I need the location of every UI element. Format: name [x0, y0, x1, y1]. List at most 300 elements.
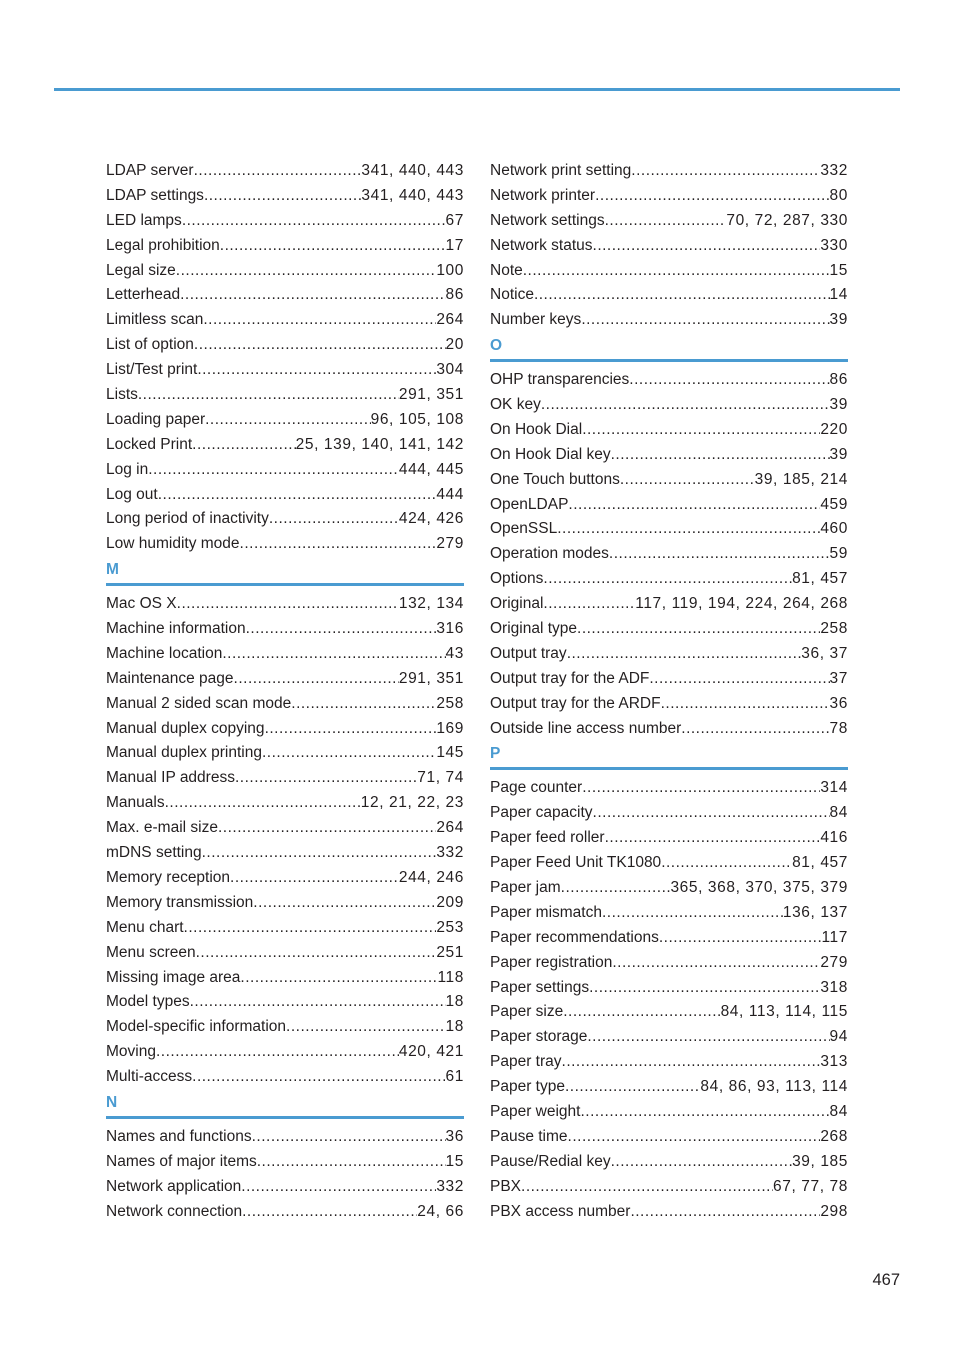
index-term: Log out: [106, 485, 158, 503]
dot-leader: [262, 741, 436, 766]
index-entry-paper-capacity: [490, 801, 848, 826]
dot-leader: [587, 1025, 829, 1050]
index-term: Limitless scan: [106, 311, 204, 329]
index-term: Legal prohibition: [106, 236, 220, 254]
index-entry-menu-chart: [106, 916, 464, 941]
section-rule: [490, 359, 848, 362]
index-entry-locked-print: [106, 433, 464, 458]
index-page-refs: 330: [820, 236, 848, 254]
index-page-refs: 25, 139, 140, 141, 142: [295, 435, 464, 453]
index-page-refs: 84, 113, 114, 115: [720, 1003, 848, 1021]
dot-leader: [246, 617, 437, 642]
index-term: Output tray: [490, 644, 567, 662]
dot-leader: [681, 717, 829, 742]
dot-leader: [595, 184, 829, 209]
index-term: Original: [490, 595, 544, 613]
index-entry-paper-type: [490, 1075, 848, 1100]
index-term: Legal size: [106, 261, 176, 279]
index-entry-paper-feed-roller: [490, 826, 848, 851]
index-entry-list-of-option: [106, 333, 464, 358]
index-page-refs: 15: [445, 1152, 464, 1170]
dot-leader: [148, 458, 399, 483]
index-entry-network-print-setting: [490, 159, 848, 184]
index-page-refs: 61: [445, 1068, 464, 1086]
index-entry-memory-reception: [106, 866, 464, 891]
dot-leader: [265, 717, 437, 742]
index-entry-pause-redial-key: [490, 1150, 848, 1175]
index-column-right: [490, 159, 848, 1224]
dot-leader: [192, 433, 295, 458]
index-page-refs: 132, 134: [398, 595, 464, 613]
index-term: Page counter: [490, 779, 583, 797]
index-term: Menu chart: [106, 918, 184, 936]
dot-leader: [629, 368, 829, 393]
index-entry-network-connection: [106, 1200, 464, 1225]
index-page-refs: 71, 74: [417, 769, 464, 787]
index-entry-paper-registration: [490, 951, 848, 976]
index-page-refs: 136, 137: [782, 903, 848, 921]
dot-leader: [631, 159, 820, 184]
index-page-refs: 96, 105, 108: [370, 410, 464, 428]
index-entry-original-type: [490, 617, 848, 642]
index-entry-ok-key: [490, 393, 848, 418]
index-term: Loading paper: [106, 410, 206, 428]
section-letter: O: [490, 337, 503, 355]
index-term: Paper settings: [490, 978, 590, 996]
index-entry-machine-location: [106, 642, 464, 667]
index-page-refs: 20: [445, 336, 464, 354]
index-term: Network connection: [106, 1202, 243, 1220]
index-term: Network print setting: [490, 162, 632, 179]
index-page-refs: 70, 72, 287, 330: [726, 211, 848, 229]
dot-leader: [242, 1200, 417, 1225]
index-page-refs: 59: [829, 545, 848, 563]
index-page-refs: 81, 457: [792, 854, 848, 872]
index-page-refs: 318: [820, 978, 848, 996]
dot-leader: [196, 941, 437, 966]
dot-leader: [661, 692, 830, 717]
section-letter: M: [106, 561, 119, 579]
index-entry-names-of-major-items: [106, 1150, 464, 1175]
dot-leader: [568, 493, 820, 518]
dot-leader: [222, 642, 445, 667]
index-page-refs: 84, 86, 93, 113, 114: [700, 1078, 848, 1096]
index-page-refs: 253: [436, 918, 464, 936]
dot-leader: [240, 966, 437, 991]
index-term: Names and functions: [106, 1127, 252, 1145]
index-page-refs: 416: [820, 829, 848, 847]
header-rule: [54, 88, 900, 91]
index-page-refs: 420, 421: [398, 1043, 464, 1061]
index-term: Lists: [106, 386, 138, 404]
index-entry-paper-tray: [490, 1050, 848, 1075]
index-entry-moving: [106, 1040, 464, 1065]
dot-leader: [580, 1100, 829, 1125]
index-term: Output tray for the ARDF: [490, 694, 661, 712]
index-page-refs: 291, 351: [398, 386, 464, 404]
index-term: Manual IP address: [106, 769, 235, 787]
index-term: Paper storage: [490, 1028, 588, 1046]
index-entry-output-tray: [490, 642, 848, 667]
index-page-refs: 12, 21, 22, 23: [360, 794, 464, 812]
index-term: OpenSSL: [490, 520, 558, 538]
index-entry-manual-duplex-copying: [106, 717, 464, 742]
index-page-refs: 37: [829, 669, 848, 687]
dot-leader: [138, 383, 399, 408]
index-term: Missing image area: [106, 968, 241, 986]
index-entry-paper-jam: [490, 876, 848, 901]
index-entry-multi-access: [106, 1065, 464, 1090]
index-entry-machine-information: [106, 617, 464, 642]
dot-leader: [659, 926, 822, 951]
index-entry-menu-screen: [106, 941, 464, 966]
dot-leader: [568, 1125, 821, 1150]
index-page-refs: 36, 37: [801, 644, 848, 662]
index-term: On Hook Dial key: [490, 445, 611, 463]
dot-leader: [593, 801, 830, 826]
dot-leader: [561, 876, 671, 901]
dot-leader: [567, 642, 802, 667]
index-entry-network-settings: [490, 209, 848, 234]
index-term: Paper tray: [490, 1053, 562, 1071]
index-term: Memory reception: [106, 868, 231, 886]
dot-leader: [593, 234, 821, 259]
index-page-refs: 258: [436, 694, 464, 712]
index-page-refs: 444, 445: [398, 460, 464, 478]
index-term: Machine information: [106, 620, 246, 638]
index-term: PBX access number: [490, 1202, 631, 1220]
index-entry-list-test-print: [106, 358, 464, 383]
index-entry-max-e-mail-size: [106, 816, 464, 841]
index-term: List of option: [106, 336, 194, 354]
dot-leader: [182, 209, 446, 234]
index-page-refs: 313: [820, 1053, 848, 1071]
index-term: Options: [490, 570, 544, 588]
dot-leader: [205, 408, 370, 433]
dot-leader: [184, 916, 437, 941]
index-term: Manuals: [106, 794, 165, 812]
index-term: LED lamps: [106, 211, 182, 229]
index-page-refs: 332: [436, 844, 464, 862]
index-page-refs: 24, 66: [417, 1202, 464, 1220]
index-term: Original type: [490, 620, 578, 638]
index-page-refs: 94: [829, 1028, 848, 1046]
dot-leader: [156, 1040, 399, 1065]
index-entry-one-touch-buttons: [490, 468, 848, 493]
index-term: Network settings: [490, 211, 605, 229]
index-page-refs: 39: [829, 445, 848, 463]
index-term: Moving: [106, 1043, 156, 1061]
section-header-o: [490, 333, 848, 368]
index-page-refs: 424, 426: [398, 510, 464, 528]
index-entry-pause-time: [490, 1125, 848, 1150]
index-page-refs: 84: [829, 1102, 848, 1120]
index-page-refs: 81, 457: [792, 570, 848, 588]
index-entry-paper-recommendations: [490, 926, 848, 951]
index-term: Outside line access number: [490, 719, 682, 737]
index-term: Notice: [490, 286, 534, 304]
dot-leader: [218, 816, 436, 841]
dot-leader: [269, 507, 399, 532]
index-term: Paper feed roller: [490, 829, 605, 847]
index-page-refs: 279: [820, 953, 848, 971]
dot-leader: [581, 308, 829, 333]
index-entry-options: [490, 567, 848, 592]
index-term: Paper capacity: [490, 804, 593, 822]
index-entry-original: [490, 592, 848, 617]
section-letter: N: [106, 1093, 118, 1111]
dot-leader: [582, 776, 820, 801]
index-entry-led-lamps: [106, 209, 464, 234]
dot-leader: [257, 1150, 446, 1175]
dot-leader: [165, 791, 361, 816]
dot-leader: [630, 1200, 820, 1225]
index-page-refs: 18: [445, 993, 464, 1011]
page-number: 467: [872, 1271, 900, 1289]
index-page-refs: 145: [436, 744, 464, 762]
index-term: Long period of inactivity: [106, 510, 269, 528]
index-page-refs: 86: [829, 371, 848, 389]
index-page-refs: 39, 185, 214: [754, 470, 848, 488]
index-term: Menu screen: [106, 943, 196, 961]
dot-leader: [234, 667, 399, 692]
index-page-refs: 258: [820, 620, 848, 638]
dot-leader: [563, 1000, 720, 1025]
index-column-left: [106, 159, 464, 1224]
dot-leader: [177, 592, 399, 617]
index-page-refs: 18: [445, 1018, 464, 1036]
dot-leader: [202, 841, 437, 866]
index-entry-legal-size: [106, 259, 464, 284]
dot-leader: [562, 1050, 821, 1075]
dot-leader: [203, 308, 436, 333]
dot-leader: [180, 283, 445, 308]
dot-leader: [612, 951, 820, 976]
dot-leader: [252, 1125, 446, 1150]
index-entry-manuals: [106, 791, 464, 816]
index-page-refs: 220: [820, 420, 848, 438]
index-page-refs: 444: [436, 485, 464, 503]
index-page-refs: 169: [436, 719, 464, 737]
index-entry-legal-prohibition: [106, 234, 464, 259]
dot-leader: [190, 990, 446, 1015]
index-page-refs: 264: [436, 819, 464, 837]
dot-leader: [609, 542, 830, 567]
index-page-refs: 316: [436, 620, 464, 638]
index-page-refs: 43: [445, 644, 464, 662]
index-term: Manual duplex copying: [106, 719, 265, 737]
section-rule: [106, 583, 464, 586]
index-entry-paper-settings: [490, 976, 848, 1001]
index-term: OK key: [490, 396, 541, 414]
index-entry-note: [490, 259, 848, 284]
index-page-refs: 15: [829, 261, 848, 279]
dot-leader: [661, 851, 792, 876]
index-page-refs: 304: [436, 361, 464, 379]
dot-leader: [611, 1150, 792, 1175]
index-term: Network status: [490, 236, 593, 254]
index-page-refs: 298: [820, 1202, 848, 1220]
index-term: mDNS setting: [106, 844, 202, 862]
index-entry-log-in: [106, 458, 464, 483]
index-page-refs: 251: [436, 943, 464, 961]
dot-leader: [194, 333, 446, 358]
index-page-refs: 332: [820, 162, 848, 179]
index-entry-ohp-transparencies: [490, 368, 848, 393]
dot-leader: [565, 1075, 700, 1100]
index-entry-long-period-of-inactivity: [106, 507, 464, 532]
index-term: OHP transparencies: [490, 371, 630, 389]
index-entry-notice: [490, 283, 848, 308]
index-page-refs: 39: [829, 396, 848, 414]
index-entry-loading-paper: [106, 408, 464, 433]
index-page-refs: 117: [821, 928, 848, 946]
index-page-refs: 39: [829, 311, 848, 329]
dot-leader: [543, 567, 792, 592]
index-entry-manual-2-sided-scan-mode: [106, 692, 464, 717]
section-rule: [490, 767, 848, 770]
index-term: Low humidity mode: [106, 535, 240, 553]
index-page-refs: 244, 246: [398, 868, 464, 886]
index-term: Note: [490, 261, 523, 279]
index-page-refs: 80: [829, 186, 848, 204]
index-term: Max. e-mail size: [106, 819, 218, 837]
index-term: Paper type: [490, 1078, 565, 1096]
index-page-refs: 264: [436, 311, 464, 329]
index-term: Paper recommendations: [490, 928, 659, 946]
index-entry-paper-weight: [490, 1100, 848, 1125]
index-term: Model types: [106, 993, 190, 1011]
index-term: Paper Feed Unit TK1080: [490, 854, 662, 872]
dot-leader: [197, 358, 436, 383]
dot-leader: [235, 766, 417, 791]
index-term: Manual 2 sided scan mode: [106, 694, 292, 712]
index-entry-paper-size: [490, 1000, 848, 1025]
dot-leader: [649, 667, 829, 692]
index-term: Memory transmission: [106, 893, 254, 911]
index-entry-network-status: [490, 234, 848, 259]
index-term: OpenLDAP: [490, 495, 569, 513]
index-entry-model-types: [106, 990, 464, 1015]
index-term: Locked Print: [106, 435, 193, 453]
dot-leader: [521, 1175, 773, 1200]
index-page-refs: 14: [829, 286, 848, 304]
index-page-refs: 17: [445, 236, 464, 254]
dot-leader: [620, 468, 755, 493]
dot-leader: [291, 692, 436, 717]
index-page-refs: 118: [437, 968, 464, 986]
index-entry-output-tray-for-the-adf: [490, 667, 848, 692]
dot-leader: [543, 592, 635, 617]
index-page-refs: 365, 368, 370, 375, 379: [670, 878, 848, 896]
index-term: Machine location: [106, 644, 223, 662]
index-term: On Hook Dial: [490, 420, 583, 438]
index-page-refs: 341, 440, 443: [361, 186, 464, 204]
index-term: Paper jam: [490, 878, 561, 896]
index-page-refs: 341, 440, 443: [361, 162, 464, 179]
index-page-refs: 100: [436, 261, 464, 279]
dot-leader: [230, 866, 399, 891]
index-entry-pbx-access-number: [490, 1200, 848, 1225]
section-letter: P: [490, 745, 501, 763]
index-term: Network printer: [490, 186, 596, 204]
index-entry-ldap-settings: [106, 184, 464, 209]
dot-leader: [589, 976, 820, 1001]
index-page-refs: 78: [829, 719, 848, 737]
index-page-refs: 84: [829, 804, 848, 822]
index-entry-on-hook-dial: [490, 418, 848, 443]
index-entry-manual-ip-address: [106, 766, 464, 791]
dot-leader: [557, 517, 820, 542]
index-entry-pbx: [490, 1175, 848, 1200]
index-term: PBX: [490, 1177, 522, 1195]
index-page-refs: 67: [445, 211, 464, 229]
dot-leader: [204, 184, 361, 209]
dot-leader: [582, 418, 820, 443]
index-entry-model-specific-information: [106, 1015, 464, 1040]
index-page-refs: 268: [820, 1127, 848, 1145]
index-term: Number keys: [490, 311, 582, 329]
index-entry-lists: [106, 383, 464, 408]
index-entry-limitless-scan: [106, 308, 464, 333]
index-term: Paper registration: [490, 953, 613, 971]
index-entry-outside-line-access-number: [490, 717, 848, 742]
index-term: Log in: [106, 460, 149, 478]
index-entry-operation-modes: [490, 542, 848, 567]
index-entry-letterhead: [106, 283, 464, 308]
dot-leader: [577, 617, 820, 642]
index-entry-mac-os-x: [106, 592, 464, 617]
index-page-refs: 39, 185: [792, 1152, 848, 1170]
index-page-refs: 459: [820, 495, 848, 513]
index-term: Network application: [106, 1177, 242, 1195]
index-page-refs: 36: [829, 694, 848, 712]
dot-leader: [534, 283, 830, 308]
index-entry-network-printer: [490, 184, 848, 209]
dot-leader: [611, 443, 830, 468]
index-term: Names of major items: [106, 1152, 257, 1170]
index-entry-paper-storage: [490, 1025, 848, 1050]
index-entry-network-application: [106, 1175, 464, 1200]
index-term: Paper weight: [490, 1102, 581, 1120]
index-term: LDAP settings: [106, 186, 204, 204]
dot-leader: [541, 393, 830, 418]
index-term: Multi-access: [106, 1068, 193, 1086]
index-term: Pause time: [490, 1127, 568, 1145]
index-page-refs: 36: [445, 1127, 464, 1145]
dot-leader: [158, 483, 437, 508]
dot-leader: [240, 532, 437, 557]
index-entry-ldap-server: [106, 159, 464, 184]
index-entry-number-keys: [490, 308, 848, 333]
section-rule: [106, 1116, 464, 1119]
index-term: Mac OS X: [106, 595, 177, 613]
index-page-refs: 86: [445, 286, 464, 304]
section-header-m: [106, 557, 464, 592]
dot-leader: [220, 234, 446, 259]
section-header-n: [106, 1090, 464, 1125]
index-term: Paper mismatch: [490, 903, 602, 921]
index-page-refs: 209: [436, 893, 464, 911]
index-page-refs: 279: [436, 535, 464, 553]
dot-leader: [602, 901, 783, 926]
index-entry-maintenance-page: [106, 667, 464, 692]
index-term: Paper size: [490, 1003, 564, 1021]
index-term: List/Test print: [106, 361, 198, 379]
index-entry-memory-transmission: [106, 891, 464, 916]
index-entry-low-humidity-mode: [106, 532, 464, 557]
index-entry-mdns-setting: [106, 841, 464, 866]
